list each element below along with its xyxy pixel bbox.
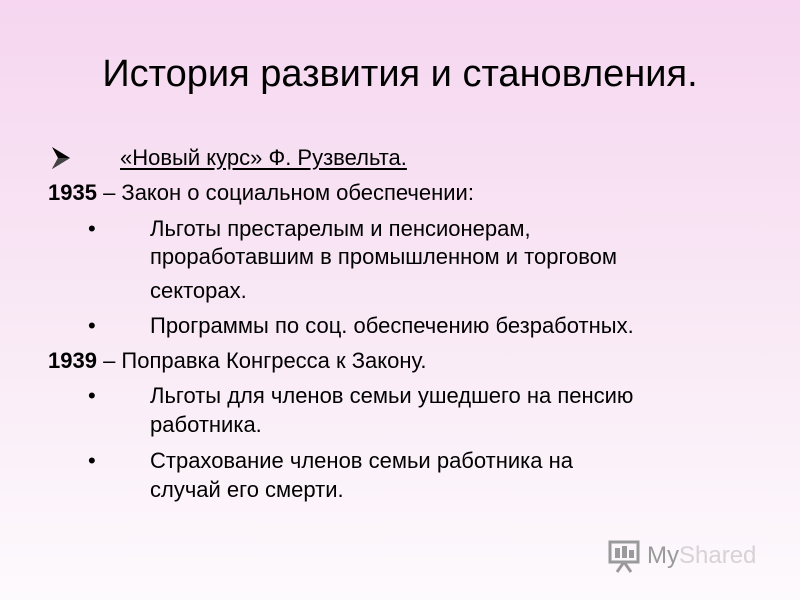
bullet-1935-2-line1: Программы по соц. обеспечению безработных. <box>150 313 634 338</box>
law-1935-line <box>48 180 474 206</box>
bullet-1939-2-line1: Страхование членов семьи работника на <box>150 448 574 473</box>
year-1935: 1935 <box>48 180 97 205</box>
new-deal-link[interactable]: «Новый курс» Ф. Рузвельта. <box>120 145 407 170</box>
bullet-1939-1-line1: Льготы для членов семьи ушедшего на пенсию <box>150 383 634 408</box>
bullet-1935-1-line1: Льготы престарелым и пенсионерам, <box>150 216 531 241</box>
watermark-text <box>647 541 756 571</box>
bullet-1935-1-line3: секторах. <box>150 278 247 303</box>
watermark-shared: Shared <box>679 542 757 569</box>
year-1939: 1939 <box>48 348 97 373</box>
bullet-dot: • <box>88 448 96 473</box>
watermark-my: My <box>647 542 679 569</box>
slide-title: История развития и становления. <box>102 53 698 95</box>
law-1939-text: – Поправка Конгресса к Закону. <box>96 348 427 373</box>
bullet-dot: • <box>88 313 96 338</box>
law-1939-line <box>48 348 426 374</box>
bullet-1939-1-line2: работника. <box>150 412 262 437</box>
bullet-dot: • <box>88 383 96 408</box>
bullet-1935-1-line2: проработавшим в промышленном и торговом <box>150 244 618 269</box>
law-1935-text: – Закон о социальном обеспечении: <box>96 180 474 205</box>
bullet-1939-2-line2: случай его смерти. <box>150 477 344 502</box>
arrow-bullet-icon <box>50 146 72 170</box>
presentation-board-icon <box>607 538 643 574</box>
myshared-watermark[interactable] <box>607 538 777 574</box>
bullet-dot: • <box>88 216 96 241</box>
